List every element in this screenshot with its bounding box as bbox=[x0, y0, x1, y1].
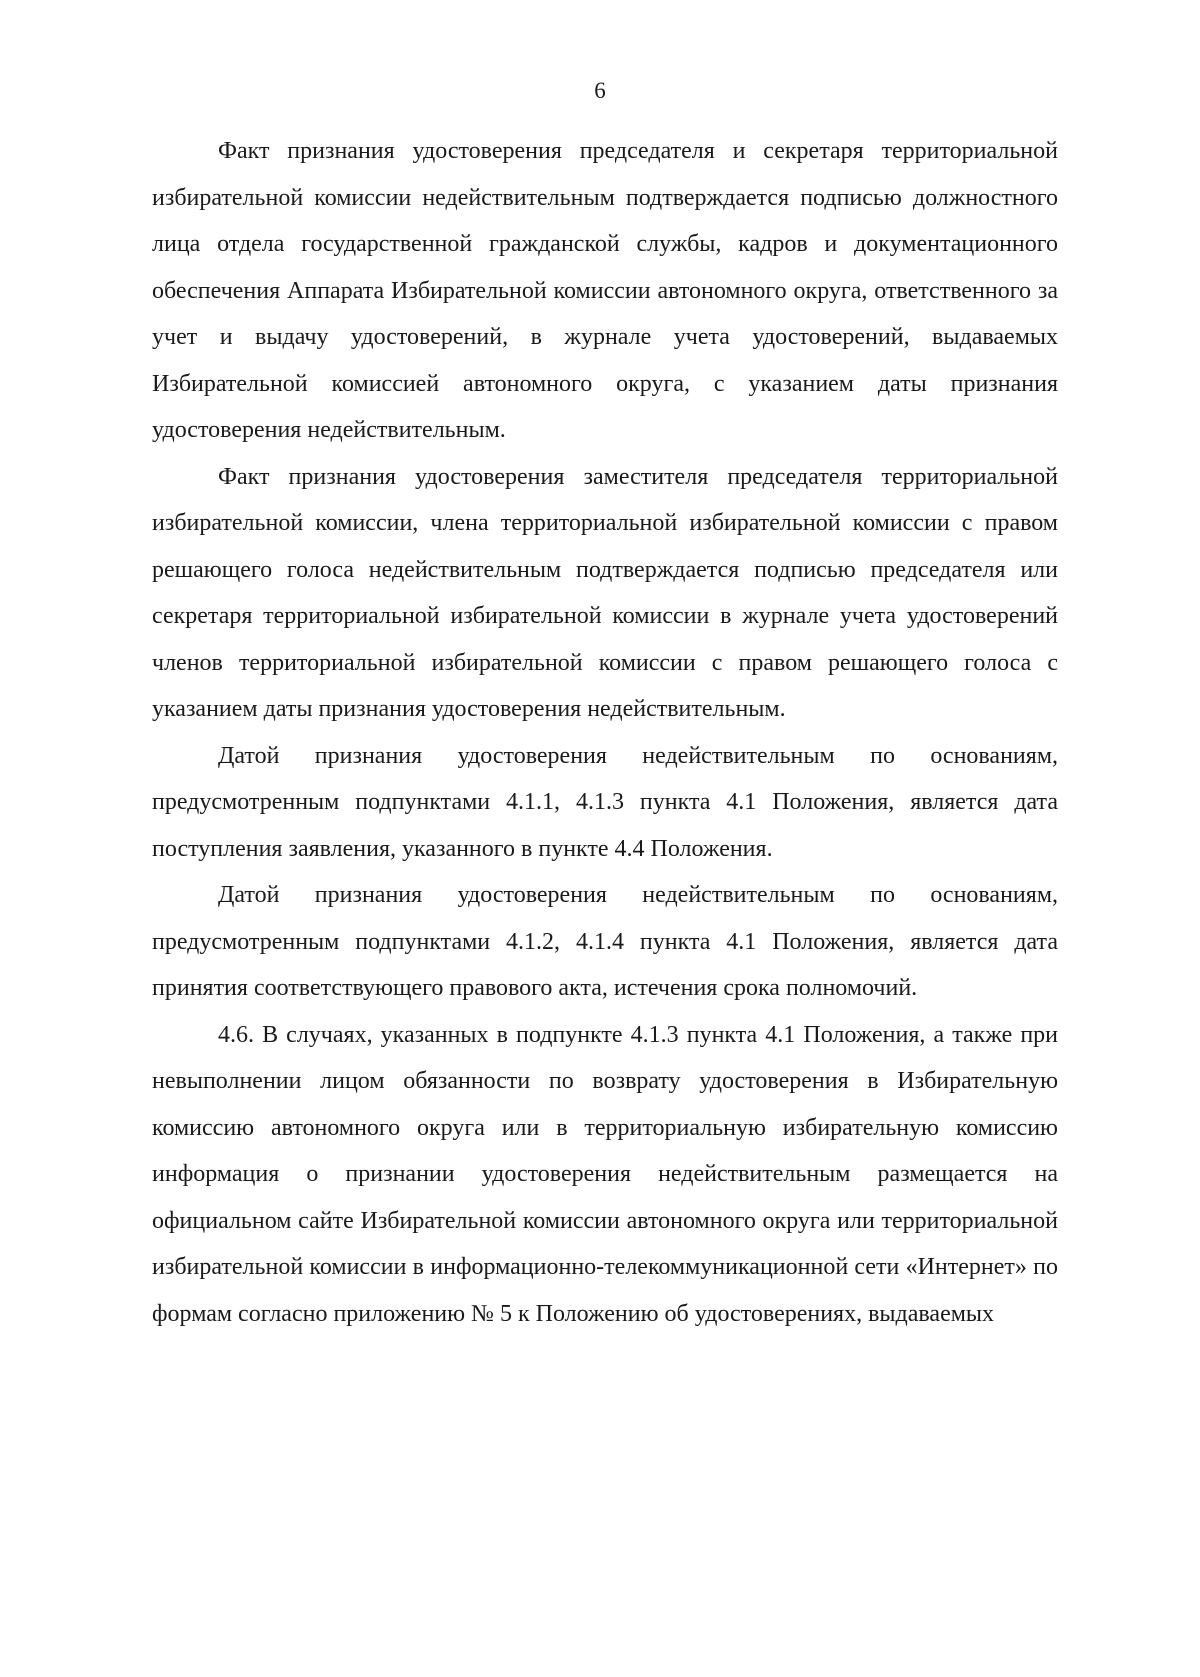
page-number: 6 bbox=[594, 78, 606, 103]
paragraph-chair-secretary-invalidation: Факт признания удостоверения председателя и секретаря территориальной избирательной комиссии недействительным подтверждается подписью должностного лица отдела государственной гражданской службы, кадров и документационного обеспечения Аппарата Избирательной комиссии автономного округа, ответственного за учет и выдачу удостоверений, в журнале учета удостоверений, выдаваемых Избирательной комиссией автономного округа, с указанием даты признания удостоверения недействительным. bbox=[152, 138, 1058, 443]
document-body bbox=[152, 128, 1058, 1337]
paragraph-deputy-member-invalidation: Факт признания удостоверения заместителя председателя территориальной избирательной комиссии, члена территориальной избирательной комиссии с правом решающего голоса недействительным подтверждается подписью председателя или секретаря территориальной избирательной комиссии в журнале учета удостоверений членов территориальной избирательной комиссии с правом решающего голоса с указанием даты признания удостоверения недействительным. bbox=[152, 463, 1058, 722]
paragraph-section-4-6: 4.6. В случаях, указанных в подпункте 4.1.3 пункта 4.1 Положения, а также при невыполнении лицом обязанности по возврату удостоверения в Избирательную комиссию автономного округа или в территориальную избирательную комиссию информация о признании удостоверения недействительным размещается на официальном сайте Избирательной комиссии автономного округа или территориальной избирательной комиссии в информационно-телекоммуникационной сети «Интернет» по формам согласно приложению № 5 к Положению об удостоверениях, выдаваемых bbox=[152, 1021, 1058, 1327]
paragraph-invalidation-date-legal-act: Датой признания удостоверения недействительным по основаниям, предусмотренным подпунктами 4.1.2, 4.1.4 пункта 4.1 Положения, является дата принятия соответствующего правового акта, истечения срока полномочий. bbox=[152, 882, 1058, 1001]
paragraph-invalidation-date-application: Датой признания удостоверения недействительным по основаниям, предусмотренным подпунктами 4.1.1, 4.1.3 пункта 4.1 Положения, является дата поступления заявления, указанного в пункте 4.4 Положения. bbox=[152, 742, 1058, 862]
